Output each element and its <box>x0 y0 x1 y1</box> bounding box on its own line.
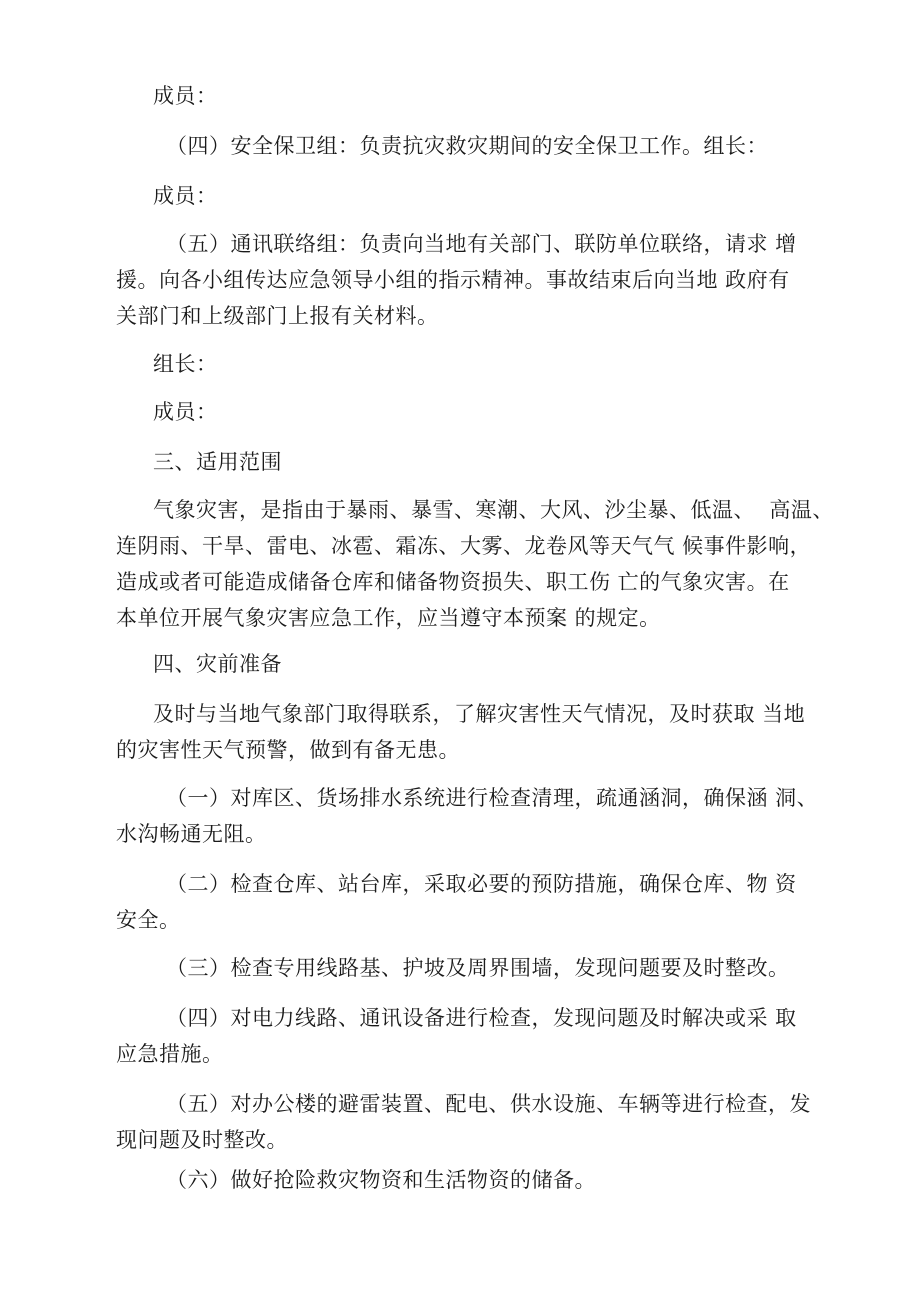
paragraph-security-group <box>116 128 866 164</box>
paragraph-item-5 <box>116 1086 816 1158</box>
text-line: 应急措施。 <box>116 1042 224 1066</box>
text-line: 现问题及时整改。 <box>116 1128 288 1152</box>
paragraph-communication-group <box>116 226 816 334</box>
text-line: 成员： <box>153 400 218 424</box>
text-line: 造成或者可能造成储备仓库和储备物资损失、职工伤 亡的气象灾害。在 <box>116 570 790 594</box>
text-line: 安全。 <box>116 908 181 932</box>
paragraph-item-1 <box>116 780 819 852</box>
paragraph-scope-definition <box>116 492 834 636</box>
paragraph-members-3 <box>116 394 853 430</box>
text-line: 三、适用范围 <box>153 450 282 474</box>
text-line: 气象灾害，是指由于暴雨、暴雪、寒潮、大风、沙尘暴、低温、 高温、 <box>153 498 834 522</box>
paragraph-leader <box>116 346 853 382</box>
heading-scope <box>116 444 853 480</box>
text-line: （六）做好抢险救灾物资和生活物资的储备。 <box>166 1168 596 1192</box>
text-line: 援。向各小组传达应急领导小组的指示精神。事故结束后向当地 政府有 <box>116 268 790 292</box>
text-line: 的灾害性天气预警，做到有备无患。 <box>116 738 460 762</box>
paragraph-item-3 <box>116 950 866 986</box>
text-line: （四）安全保卫组：负责抗灾救灾期间的安全保卫工作。组长： <box>166 134 768 158</box>
paragraph-item-4 <box>116 1000 816 1072</box>
text-line: （五）通讯联络组：负责向当地有关部门、联防单位联络，请求 增 <box>166 232 797 256</box>
text-line: 及时与当地气象部门取得联系，了解灾害性天气情况，及时获取 当地 <box>153 702 806 726</box>
paragraph-members-1 <box>116 78 853 114</box>
paragraph-item-2 <box>116 866 816 938</box>
text-line: （三）检查专用线路基、护坡及周界围墙，发现问题要及时整改。 <box>166 956 790 980</box>
paragraph-members-2 <box>116 178 853 214</box>
heading-preparation <box>116 646 853 682</box>
paragraph-preparation-intro <box>116 696 816 768</box>
text-line: 组长： <box>153 352 218 376</box>
text-line: 本单位开展气象灾害应急工作，应当遵守本预案 的规定。 <box>116 606 661 630</box>
text-line: 成员： <box>153 84 218 108</box>
text-line: 四、灾前准备 <box>153 652 282 676</box>
text-line: 关部门和上级部门上报有关材料。 <box>116 304 439 328</box>
paragraph-item-6 <box>116 1162 866 1198</box>
text-line: 连阴雨、干旱、雷电、冰雹、霜冻、大雾、龙卷风等天气气 候事件影响， <box>116 534 812 558</box>
text-line: （五）对办公楼的避雷装置、配电、供水设施、车辆等进行检查，发 <box>166 1092 811 1116</box>
text-line: （二）检查仓库、站台库，采取必要的预防措施，确保仓库、物 资 <box>166 872 797 896</box>
text-line: （一）对库区、货场排水系统进行检查清理，疏通涵洞，确保涵 洞、 <box>166 786 819 810</box>
text-line: （四）对电力线路、通讯设备进行检查，发现问题及时解决或采 取 <box>166 1006 797 1030</box>
text-line: 水沟畅通无阻。 <box>116 822 267 846</box>
text-line: 成员： <box>153 184 218 208</box>
